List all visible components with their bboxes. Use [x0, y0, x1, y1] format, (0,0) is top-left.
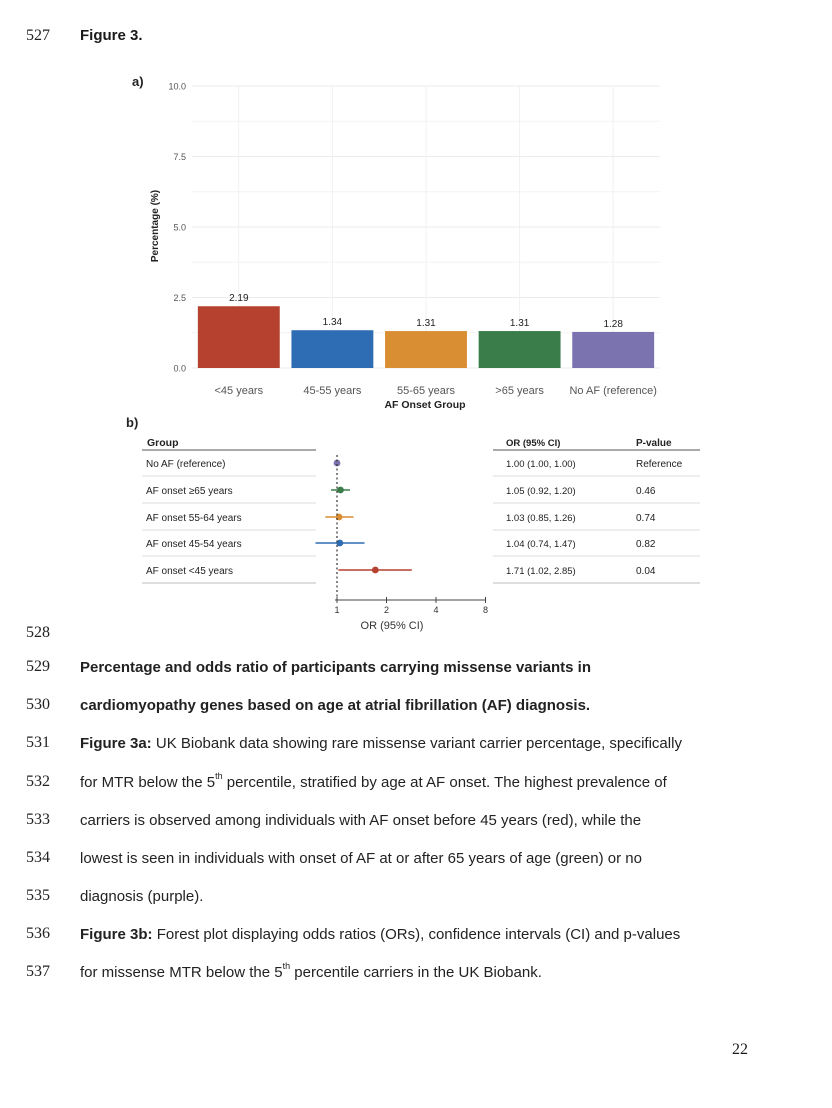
line-number: 535 — [26, 887, 50, 904]
row-pvalue: Reference — [636, 459, 683, 470]
caption-a-line-5: diagnosis (purple). — [80, 888, 204, 905]
table-rows — [146, 459, 683, 577]
x-tick-labels — [214, 385, 656, 397]
panel-b-label: b) — [126, 415, 139, 430]
caption-b-line-2: for missense MTR below the 5th percentile carriers in the UK Biobank. — [80, 961, 542, 981]
or-point — [337, 487, 344, 494]
y-tick-label: 7.5 — [173, 152, 186, 162]
bar — [479, 331, 561, 368]
line-number: 527 — [26, 27, 50, 44]
caption-a-line-2: for MTR below the 5th percentile, stratified by age at AF onset. The highest prevalence of — [80, 771, 667, 791]
page-number: 22 — [732, 1041, 748, 1058]
row-group: AF onset 45-54 years — [146, 539, 242, 550]
line-number: 529 — [26, 658, 50, 675]
header-pvalue: P-value — [636, 438, 672, 449]
value-label: 1.31 — [509, 318, 530, 330]
header-group: Group — [147, 437, 179, 449]
row-or: 1.03 (0.85, 1.26) — [506, 513, 576, 524]
bar — [385, 331, 467, 368]
row-or: 1.04 (0.74, 1.47) — [506, 539, 576, 550]
row-pvalue: 0.46 — [636, 486, 656, 497]
axis-tick-label: 2 — [383, 605, 390, 615]
x-tick-label: <45 years — [214, 385, 264, 397]
row-pvalue: 0.82 — [636, 539, 656, 550]
value-label: 1.34 — [322, 317, 343, 329]
line-number: 536 — [26, 925, 50, 942]
caption-a-line-3: carriers is observed among individuals with AF onset before 45 years (red), while the — [80, 812, 642, 829]
row-or: 1.05 (0.92, 1.20) — [506, 486, 576, 497]
bar — [572, 332, 654, 368]
line-number: 534 — [26, 849, 50, 866]
x-tick-label: 55-65 years — [396, 385, 456, 397]
forest-x-axis — [334, 597, 488, 615]
x-tick-label: 45-55 years — [303, 385, 362, 397]
value-label: 2.19 — [229, 293, 249, 305]
row-group: No AF (reference) — [146, 459, 226, 470]
bar — [291, 330, 373, 368]
axis-tick-label: 8 — [482, 605, 489, 615]
bar — [198, 306, 280, 368]
axis-tick-label: 1 — [334, 605, 340, 615]
value-label: 1.31 — [416, 318, 436, 330]
panel-b-forest-plot — [126, 415, 700, 632]
panel-a-bar-chart — [132, 74, 660, 411]
caption-title-line-2: cardiomyopathy genes based on age at atrial fibrillation (AF) diagnosis. — [80, 697, 591, 714]
caption-a-line-4: lowest is seen in individuals with onset of AF at or after 65 years of age (green) or no — [80, 850, 642, 867]
row-group: AF onset ≥65 years — [146, 486, 233, 497]
line-number: 530 — [26, 696, 50, 713]
x-tick-label: >65 years — [495, 385, 544, 397]
caption-b-line-1: Figure 3b: Forest plot displaying odds ratios (ORs), confidence intervals (CI) and p-values — [80, 926, 681, 943]
line-number: 528 — [26, 624, 50, 641]
row-group: AF onset 55-64 years — [146, 513, 242, 524]
line-number: 532 — [26, 773, 50, 790]
or-point — [372, 567, 379, 574]
row-pvalue: 0.04 — [636, 566, 656, 577]
row-pvalue: 0.74 — [636, 513, 656, 524]
forest-x-axis-label: OR (95% CI) — [360, 620, 424, 632]
forest-marks — [315, 455, 411, 600]
axis-tick-label: 4 — [433, 605, 439, 615]
y-tick-labels — [168, 82, 186, 374]
row-or: 1.71 (1.02, 2.85) — [506, 566, 576, 577]
line-number: 533 — [26, 811, 50, 828]
y-tick-label: 2.5 — [173, 293, 186, 303]
figure-title: Figure 3. — [80, 27, 143, 44]
x-tick-label: No AF (reference) — [569, 385, 657, 397]
row-group: AF onset <45 years — [146, 566, 233, 577]
x-axis-label: AF Onset Group — [384, 399, 466, 411]
line-number: 537 — [26, 963, 50, 980]
value-label: 1.28 — [603, 318, 623, 330]
header-or: OR (95% CI) — [506, 438, 561, 449]
y-axis-label: Percentage (%) — [150, 189, 161, 263]
y-tick-label: 10.0 — [168, 81, 186, 92]
line-number: 531 — [26, 734, 50, 751]
caption-title-line-1: Percentage and odds ratio of participants carrying missense variants in — [80, 659, 591, 676]
y-tick-label: 5.0 — [173, 222, 186, 233]
row-or: 1.00 (1.00, 1.00) — [506, 459, 576, 470]
y-tick-label: 0.0 — [173, 363, 186, 374]
panel-a-label: a) — [132, 74, 144, 89]
caption-a-line-1: Figure 3a: UK Biobank data showing rare missense variant carrier percentage, specifically — [80, 735, 682, 752]
